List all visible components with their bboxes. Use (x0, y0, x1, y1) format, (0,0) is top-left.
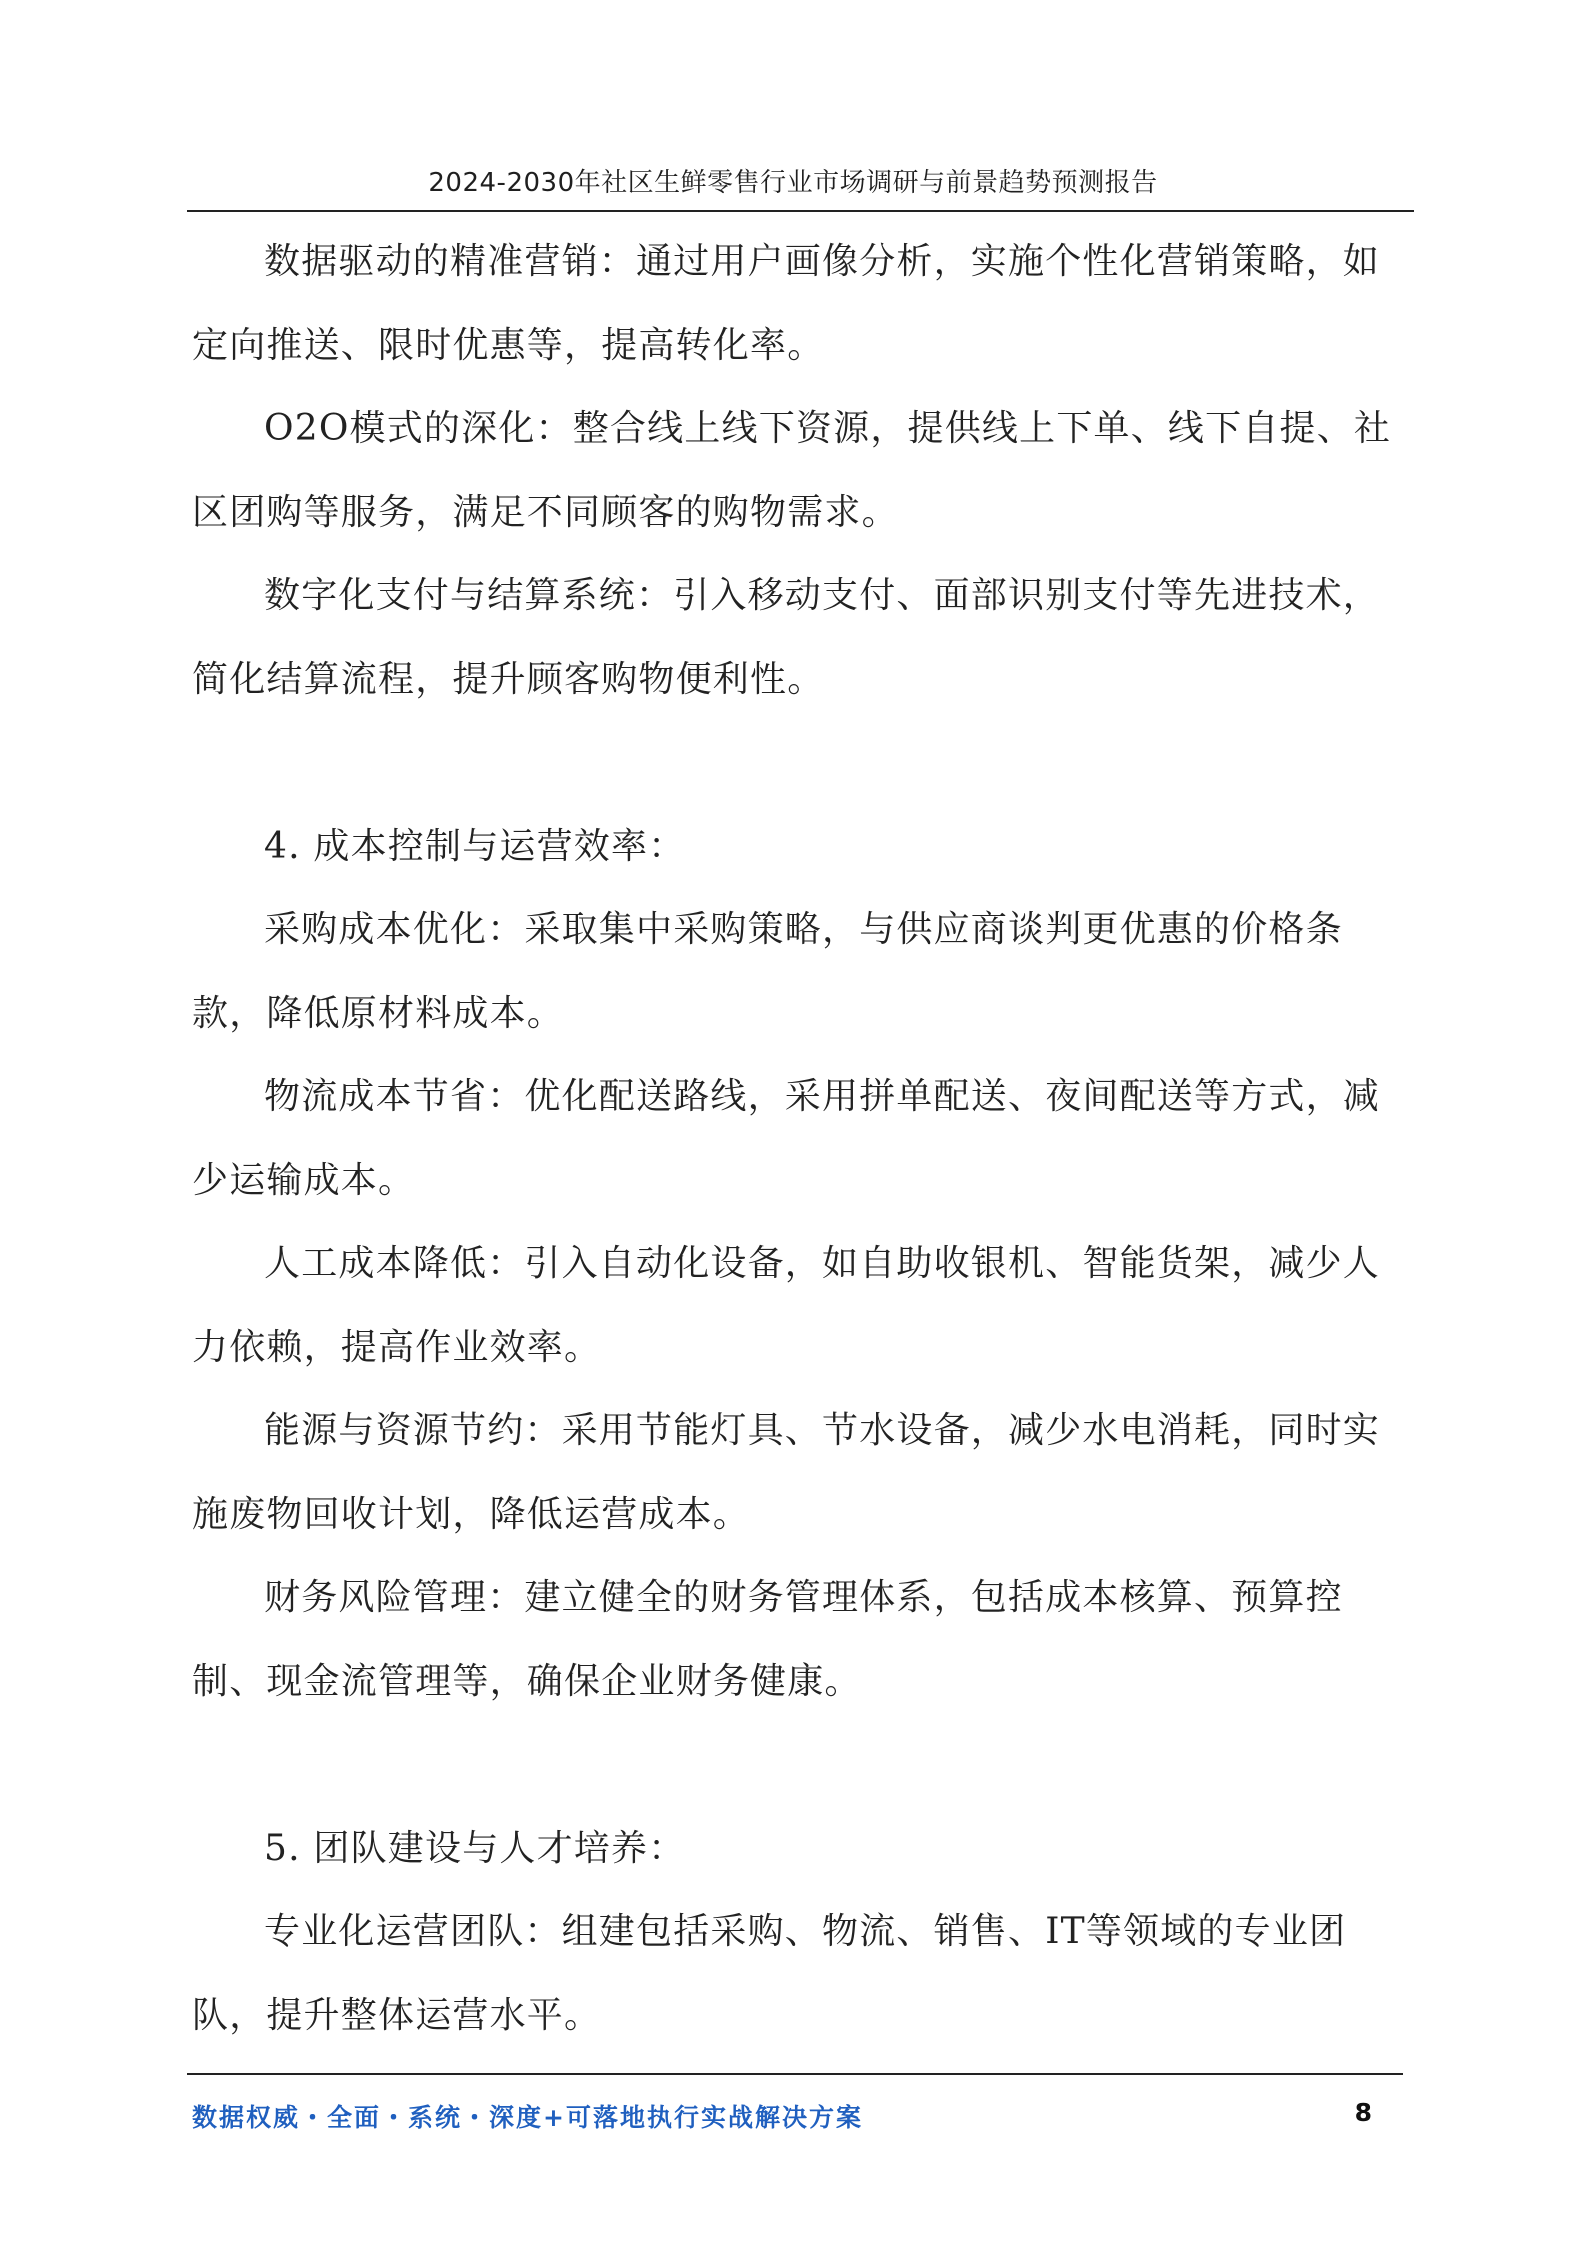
body-paragraph: 数字化支付与结算系统：引入移动支付、面部识别支付等先进技术，简化结算流程，提升顾客购物便利性。 (192, 575, 1381, 700)
section-heading-4: 4. 成本控制与运营效率： (264, 825, 686, 867)
report-header-title: 2024-2030年社区生鲜零售行业市场调研与前景趋势预测报告 (428, 168, 1158, 198)
body-paragraph: 采购成本优化：采取集中采购策略，与供应商谈判更优惠的价格条款，降低原材料成本。 (192, 909, 1343, 1034)
body-paragraph: 人工成本降低：引入自动化设备，如自助收银机、智能货架，减少人力依赖，提高作业效率。 (192, 1243, 1381, 1368)
body-paragraph: 专业化运营团队：组建包括采购、物流、销售、IT等领域的专业团队，提升整体运营水平。 (192, 1911, 1347, 2036)
header-divider (187, 210, 1414, 212)
footer-divider (187, 2073, 1403, 2075)
section-heading-5: 5. 团队建设与人才培养： (264, 1827, 686, 1869)
body-paragraph: 财务风险管理：建立健全的财务管理体系，包括成本核算、预算控制、现金流管理等，确保企业财务健康。 (192, 1577, 1343, 1702)
body-paragraph: O2O模式的深化：整合线上线下资源，提供线上下单、线下自提、社区团购等服务，满足不同顾客的购物需求。 (192, 408, 1392, 533)
body-paragraph: 能源与资源节约：采用节能灯具、节水设备，减少水电消耗，同时实施废物回收计划，降低运营成本。 (192, 1410, 1381, 1535)
footer-slogan: 数据权威・全面・系统・深度+可落地执行实战解决方案 (192, 2103, 863, 2132)
body-paragraph: 物流成本节省：优化配送路线，采用拼单配送、夜间配送等方式，减少运输成本。 (192, 1076, 1381, 1201)
page-body (192, 220, 1402, 2057)
page-number: 8 (1354, 2098, 1372, 2127)
body-paragraph: 数据驱动的精准营销：通过用户画像分析，实施个性化营销策略，如定向推送、限时优惠等，提高转化率。 (192, 241, 1381, 366)
